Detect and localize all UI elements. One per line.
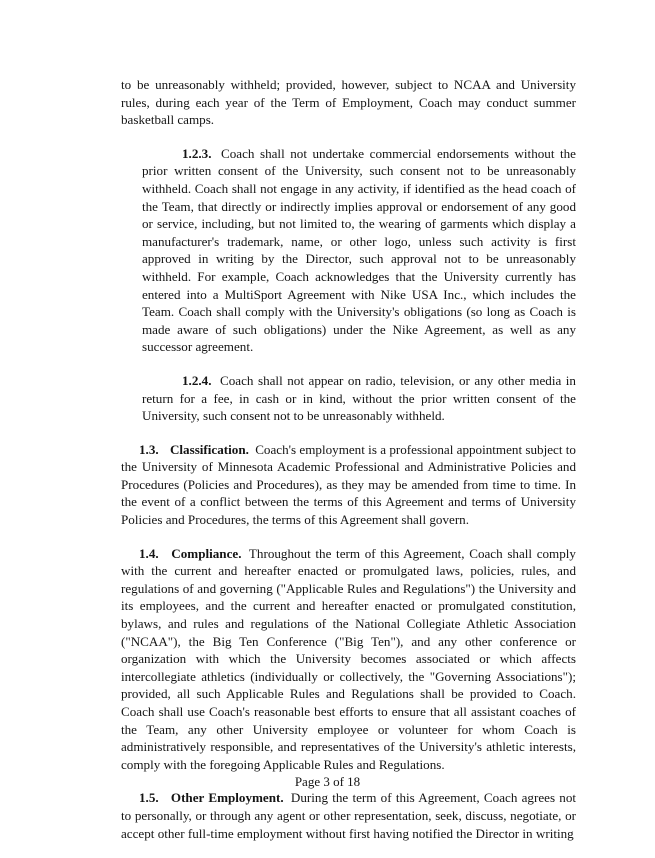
paragraph-continuation <box>121 76 576 129</box>
section-number: 1.5. <box>139 790 159 806</box>
paragraph-1-2-4 <box>121 372 576 425</box>
page-number: Page 3 of 18 <box>294 774 361 789</box>
paragraph-1-4 <box>121 545 576 774</box>
section-heading: Classification. <box>169 441 249 457</box>
section-number: 1.2.3. <box>182 145 212 161</box>
paragraph-text: Coach shall not appear on radio, television, or any other media in return for a fee, in cash or in kind, without the prior written consent of the University, such consent not to be unreasonably withheld. <box>142 372 576 424</box>
paragraph-text: Coach shall not undertake commercial endorsements without the prior written consent of the University, such consent not to be unreasonably withheld. Coach shall not engage in any activity, if identified as the head coach of the Team, that directly or indirectly implies approval or endorsement of any good or service, including, but not limited to, the wearing of garments which display a manufacturer's trademark, name, or other logo, unless such activity is first approved in writing by the Director, such approval not to be unreasonably withheld. For example, Coach acknowledges that the University currently has entered into a MultiSport Agreement with Nike USA Inc., which includes the Team. Coach shall comply with the University's obligations (so long as Coach is made aware of such obligations) under the Nike Agreement, as well as any successor agreement. <box>142 145 576 355</box>
section-number: 1.2.4. <box>182 372 212 388</box>
paragraph-1-2-3 <box>121 145 576 356</box>
section-heading: Compliance. <box>171 545 242 561</box>
paragraph-text: Throughout the term of this Agreement, Coach shall comply with the current and hereafter enacted or promulgated laws, policies, rules, and regulations of and governing ("Applicable Rules and Regulations") the University and its employees, and the current and hereafter enacted or promulgated constitution, bylaws, and rules and regulations of the National Collegiate Athletic Association ("NCAA"), the Big Ten Conference ("Big Ten"), and any other conference or organization with which the University becomes associated or which affects intercollegiate athletics (individually or collectively, the "Governing Associations"); provided, all such Applicable Rules and Regulations shall be provided to Coach. Coach shall use Coach's reasonable best efforts to ensure that all assistant coaches of the Team, any other University employee or volunteer for whom Coach is administratively responsible, and representatives of the University's athletic interests, comply with the foregoing Applicable Rules and Regulations. <box>121 545 576 772</box>
page-footer <box>0 774 655 790</box>
section-number: 1.4. <box>139 545 159 561</box>
section-heading: Other Employment. <box>170 790 284 806</box>
paragraph-1-5 <box>121 789 576 842</box>
paragraph-text: Coach's employment is a professional appointment subject to the University of Minnesota Academic Professional and Administrative Policies and Procedures (Policies and Procedures), as they may be amended from time to time. In the event of a conflict between the terms of this Agreement and terms of University Policies and Procedures, the terms of this Agreement shall govern. <box>121 441 576 528</box>
document-body <box>121 76 576 858</box>
paragraph-1-3 <box>121 441 576 529</box>
paragraph-text: to be unreasonably withheld; provided, however, subject to NCAA and University rules, during each year of the Term of Employment, Coach may conduct summer basketball camps. <box>121 77 576 128</box>
section-number: 1.3. <box>139 441 159 457</box>
paragraph-text: During the term of this Agreement, Coach agrees not to personally, or through any agent or other representation, seek, discuss, negotiate, or accept other full-time employment without first having notified the Director in writing <box>121 790 577 841</box>
